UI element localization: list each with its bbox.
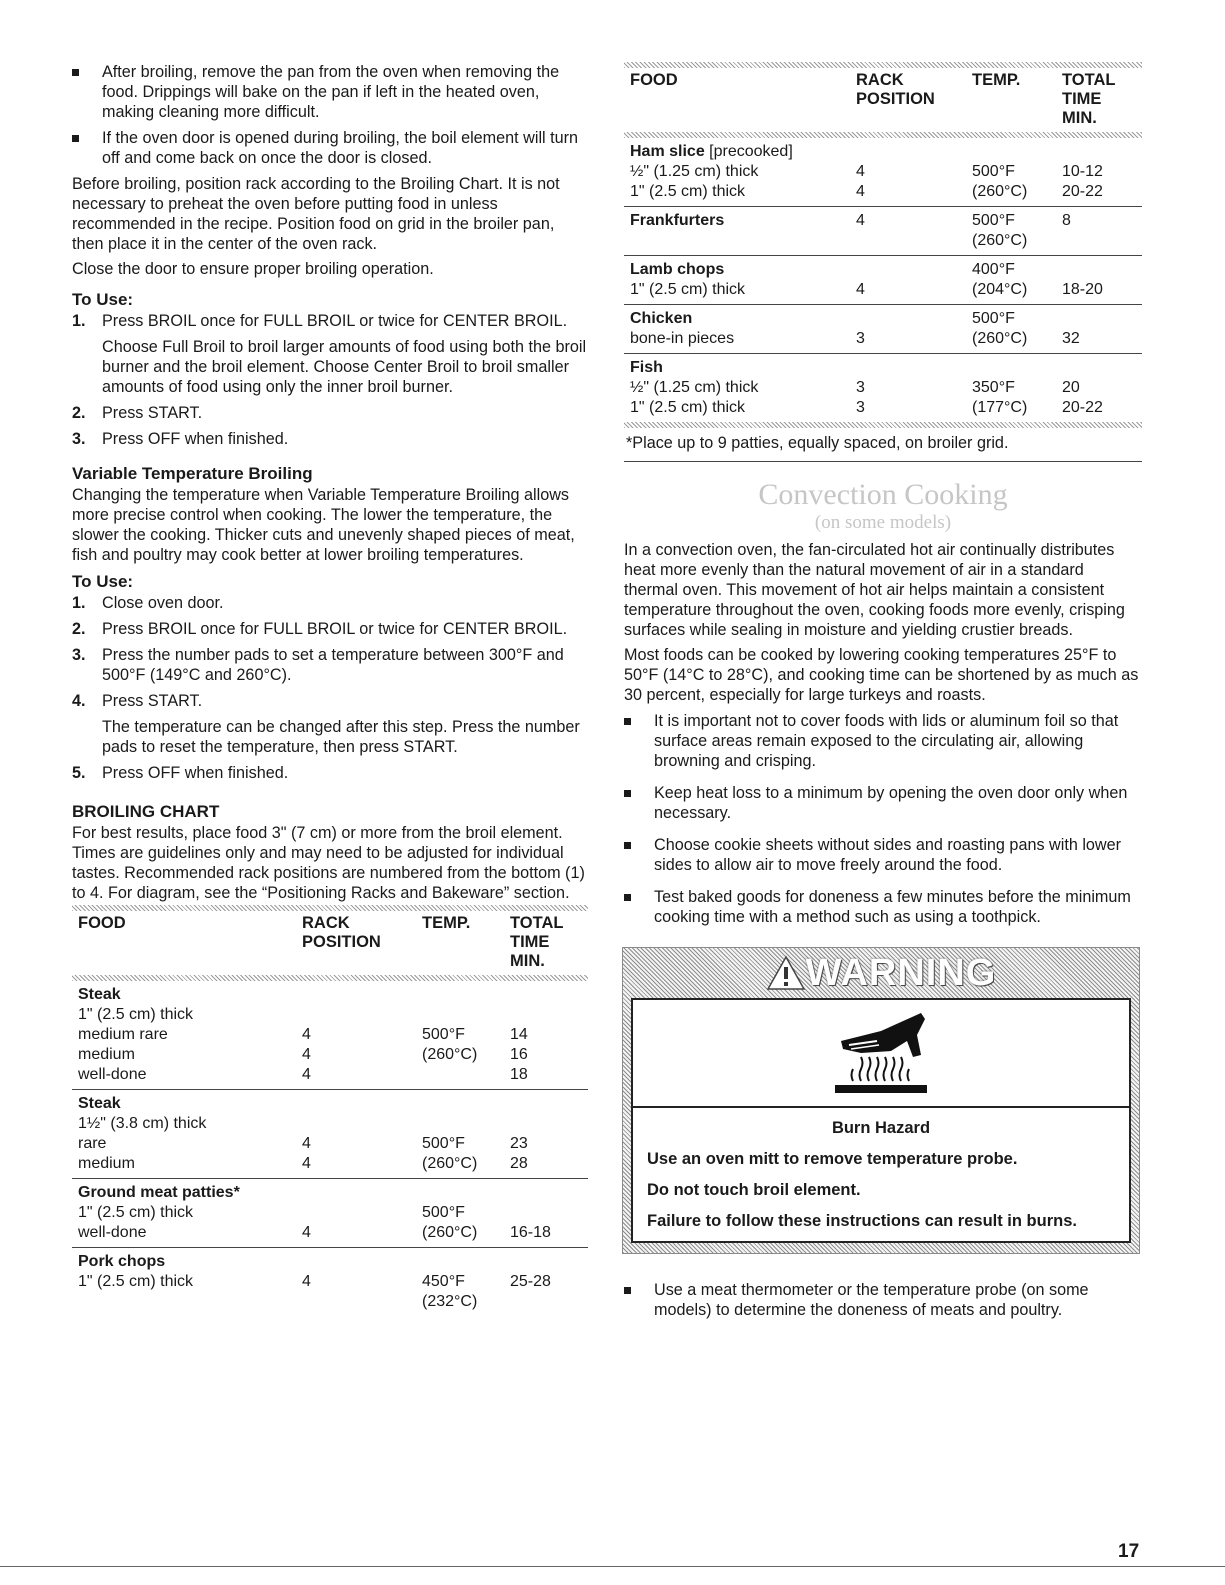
cell-rack — [302, 1183, 422, 1203]
cell-rack: 4 — [856, 163, 865, 180]
cell-time: 32 — [1062, 330, 1080, 347]
step-item — [72, 645, 588, 685]
bullet-item: After broiling, remove the pan from the oven when removing the food. Drippings will bake on the pan if left in the heated oven, making cleaning more difficult. — [72, 62, 588, 122]
left-column — [72, 62, 588, 1316]
cell-temp: 400°F — [972, 261, 1015, 278]
table-header — [624, 68, 1142, 132]
cell-temp — [422, 1065, 510, 1085]
bullet-item: Use a meat thermometer or the temperature probe (on some models) to determine the doneness of meats and poultry. — [624, 1280, 1142, 1320]
cell-food: ½" (1.25 cm) thick — [630, 163, 759, 180]
step-item — [72, 763, 588, 783]
cell-time — [1062, 142, 1136, 162]
step-number: 2. — [72, 404, 86, 422]
cell-rack: 4 — [856, 183, 865, 200]
cell-rack — [302, 1252, 422, 1272]
warning-header — [631, 948, 1131, 998]
table-row — [630, 309, 1136, 329]
table-row — [78, 1065, 582, 1085]
cell-food: 1" (2.5 cm) thick — [630, 183, 746, 200]
cell-time — [510, 1114, 582, 1134]
table-row — [78, 1203, 582, 1223]
step-subtext: The temperature can be changed after this step. Press the number pads to reset the temperature, then press START. — [102, 718, 580, 756]
cell-temp: (204°C) — [972, 281, 1028, 298]
cell-time — [510, 1183, 582, 1203]
cell-time — [510, 1203, 582, 1223]
table-row — [630, 211, 1136, 231]
cell-rack — [856, 231, 972, 251]
table-group — [624, 256, 1142, 305]
cell-temp — [972, 142, 1062, 162]
table-row — [630, 260, 1136, 280]
cell-temp — [422, 985, 510, 1005]
cell-food: Frankfurters — [630, 212, 725, 229]
table-row — [630, 162, 1136, 182]
paragraph: Most foods can be cooked by lowering cooking temperatures 25°F to 50°F (14°C to 28°C), and cooking time can be shortened by as much as 30 percent, especially for large turkeys and roasts. — [624, 646, 1139, 704]
cell-rack: 4 — [302, 1066, 311, 1083]
header-time: TOTAL TIME MIN. — [510, 914, 564, 970]
warning-triangle-icon — [766, 955, 806, 991]
table-row — [630, 280, 1136, 300]
cell-rack: 4 — [302, 1026, 311, 1043]
cell-time — [510, 1005, 582, 1025]
step-item — [72, 691, 588, 757]
to-use-heading: To Use: — [72, 572, 134, 591]
paragraph: Before broiling, position rack according to the Broiling Chart. It is not necessary to preheat the oven before putting food in unless recommended in the recipe. Position food on grid in the broiler pan, then place it in the center of the oven rack. — [72, 175, 560, 253]
cell-food: Steak — [78, 1095, 121, 1112]
step-item — [72, 311, 588, 397]
step-number: 3. — [72, 646, 86, 664]
cell-rack: 3 — [856, 399, 865, 416]
cell-rack — [302, 985, 422, 1005]
step-text: Press BROIL once for FULL BROIL or twice for CENTER BROIL. — [102, 620, 568, 638]
table-group — [72, 1090, 588, 1179]
table-row — [78, 1134, 582, 1154]
to-use-heading: To Use: — [72, 290, 134, 309]
table-group — [624, 138, 1142, 207]
table-row — [78, 1154, 582, 1174]
table-row — [78, 1114, 582, 1134]
step-number: 5. — [72, 764, 86, 782]
cell-food: bone-in pieces — [630, 330, 735, 347]
paragraph: Changing the temperature when Variable Temperature Broiling allows more precise control when cooking. The lower the temperature, the slower the cooking. Thicker cuts and unevenly shaped pieces of meat, fish and poultry may cook better at lower broiling temperatures. — [72, 486, 575, 564]
table-body — [72, 981, 588, 1316]
cell-rack: 4 — [302, 1135, 311, 1152]
cell-time — [510, 1252, 582, 1272]
cell-temp: 500°F — [422, 1135, 465, 1152]
header-rack: RACK POSITION — [302, 914, 381, 951]
cell-time: 18-20 — [1062, 281, 1103, 298]
step-item — [72, 403, 588, 423]
step-item — [72, 593, 588, 613]
cell-temp — [422, 1094, 510, 1114]
cell-time — [1062, 358, 1136, 378]
cell-time: 16-18 — [510, 1224, 551, 1241]
cell-food: 1" (2.5 cm) thick — [630, 399, 746, 416]
cell-time: 23 — [510, 1135, 528, 1152]
cell-temp — [422, 1183, 510, 1203]
cell-food: ½" (1.25 cm) thick — [630, 379, 759, 396]
table-group — [72, 1179, 588, 1248]
cell-food: well-done — [78, 1066, 147, 1083]
cell-time: 20-22 — [1062, 399, 1103, 416]
cell-food: Fish — [630, 359, 663, 376]
step-number: 1. — [72, 312, 86, 330]
cell-food: Steak — [78, 986, 121, 1003]
cell-temp: 350°F — [972, 379, 1015, 396]
step-subtext: Choose Full Broil to broil larger amounts of food using both the broil burner and the broil element. Choose Center Broil to broil smaller amounts of food using only the inner broil burner. — [102, 338, 587, 396]
table-row — [630, 358, 1136, 378]
cell-temp: 500°F — [972, 163, 1015, 180]
cell-time: 28 — [510, 1155, 528, 1172]
cell-food: medium — [78, 1046, 135, 1063]
cell-temp: (232°C) — [422, 1293, 478, 1310]
right-column — [624, 62, 1142, 1326]
table-row — [630, 142, 1136, 162]
table-group — [72, 1248, 588, 1316]
cell-temp: 500°F — [422, 1026, 465, 1043]
cell-temp: (260°C) — [422, 1224, 478, 1241]
step-number: 3. — [72, 430, 86, 448]
header-time: TOTAL TIME MIN. — [1062, 71, 1116, 127]
cell-food — [630, 231, 856, 251]
cell-food — [78, 1292, 302, 1312]
table-row — [78, 1272, 582, 1292]
bullet-item: Keep heat loss to a minimum by opening the oven door only when necessary. — [624, 783, 1142, 823]
cell-food: Chicken — [630, 310, 693, 327]
step-text: Close oven door. — [102, 594, 224, 612]
hazard-title: Burn Hazard — [831, 1119, 931, 1137]
cell-rack: 3 — [856, 379, 865, 396]
cell-time: 20 — [1062, 379, 1080, 396]
cell-food: 1" (2.5 cm) thick — [630, 281, 746, 298]
cell-time — [1062, 260, 1136, 280]
cell-time: 8 — [1062, 212, 1071, 229]
cell-rack: 3 — [856, 330, 865, 347]
cell-time — [510, 985, 582, 1005]
cell-rack: 4 — [302, 1224, 311, 1241]
warning-title: WARNING — [805, 951, 997, 994]
cell-rack — [856, 309, 972, 329]
cell-food: rare — [78, 1135, 107, 1152]
cell-time: 18 — [510, 1066, 528, 1083]
step-text: Press BROIL once for FULL BROIL or twice for CENTER BROIL. — [102, 312, 568, 330]
bullet-item: It is important not to cover foods with lids or aluminum foil so that surface areas remain exposed to the circulating air, allowing browning and crisping. — [624, 711, 1142, 771]
cell-rack: 4 — [856, 281, 865, 298]
cell-temp: (260°C) — [972, 330, 1028, 347]
table-row — [78, 1005, 582, 1025]
cell-rack — [856, 142, 972, 162]
step-text: Press START. — [102, 404, 203, 422]
cell-time — [510, 1094, 582, 1114]
cell-time: 10-12 — [1062, 163, 1103, 180]
step-text: Press the number pads to set a temperature between 300°F and 500°F (149°C and 260°C). — [102, 646, 564, 684]
table-group — [72, 981, 588, 1090]
table-group — [624, 305, 1142, 354]
cell-food: medium — [78, 1155, 135, 1172]
step-number: 1. — [72, 594, 86, 612]
step-number: 2. — [72, 620, 86, 638]
warning-line: Do not touch broil element. — [647, 1181, 861, 1199]
cell-rack — [856, 358, 972, 378]
header-temp: TEMP. — [972, 71, 1021, 89]
paragraph: In a convection oven, the fan-circulated hot air continually distributes heat more evenly than the natural movement of air in a standard thermal oven. This movement of hot air helps maintain a consistent temperature throughout the oven, cooking foods more evenly, crisping surfaces while sealing in moisture and yielding crustier breads. — [624, 541, 1125, 639]
cell-temp — [422, 1005, 510, 1025]
paragraph: Close the door to ensure proper broiling operation. — [72, 260, 434, 278]
header-food: FOOD — [630, 71, 678, 89]
section-heading: Variable Temperature Broiling — [72, 464, 313, 483]
cell-rack: 4 — [856, 212, 865, 229]
cell-food: Ground meat patties* — [78, 1184, 240, 1201]
cell-food: well-done — [78, 1224, 147, 1241]
table-row — [78, 1183, 582, 1203]
table-body — [624, 138, 1142, 422]
warning-line: Use an oven mitt to remove temperature probe. — [647, 1150, 1018, 1168]
cell-temp: 500°F — [972, 212, 1015, 229]
broiling-table-left — [72, 905, 588, 1316]
cell-rack: 4 — [302, 1046, 311, 1063]
cell-temp — [422, 1114, 510, 1134]
cell-time: 14 — [510, 1026, 528, 1043]
cell-food: medium rare — [78, 1026, 168, 1043]
table-header — [72, 911, 588, 975]
broiling-chart-heading: BROILING CHART — [72, 802, 220, 821]
header-temp: TEMP. — [422, 914, 471, 932]
table-group — [624, 354, 1142, 422]
cell-food: 1½" (3.8 cm) thick — [78, 1115, 207, 1132]
cell-time — [1062, 231, 1136, 251]
table-row — [78, 1094, 582, 1114]
cell-temp: (260°C) — [422, 1046, 478, 1063]
table-row — [630, 329, 1136, 349]
warning-icon-panel — [631, 998, 1131, 1108]
page-bottom-rule — [0, 1566, 1225, 1567]
cell-rack: 4 — [302, 1273, 311, 1290]
cell-rack — [856, 260, 972, 280]
step-text: Press START. — [102, 692, 203, 710]
cell-food: Pork chops — [78, 1253, 166, 1270]
cell-temp: (260°C) — [422, 1155, 478, 1172]
cell-rack — [302, 1094, 422, 1114]
step-text: Press OFF when finished. — [102, 430, 289, 448]
cell-temp: 450°F — [422, 1273, 465, 1290]
step-text: Press OFF when finished. — [102, 764, 289, 782]
cell-time: 25-28 — [510, 1273, 551, 1290]
table-row — [78, 1025, 582, 1045]
page-number: 17 — [1118, 1541, 1140, 1562]
cell-food: 1" (2.5 cm) thick — [78, 1273, 194, 1290]
cell-temp: (177°C) — [972, 399, 1028, 416]
header-food: FOOD — [78, 914, 126, 932]
bullet-item: Test baked goods for doneness a few minutes before the minimum cooking time with a method such as using a toothpick. — [624, 887, 1142, 927]
table-footnote: *Place up to 9 patties, equally spaced, on broiler grid. — [624, 428, 1142, 462]
cell-temp: 500°F — [422, 1204, 465, 1221]
cell-rack — [302, 1203, 422, 1223]
table-row — [630, 378, 1136, 398]
convection-subtitle: (on some models) — [814, 512, 952, 533]
cell-time: 20-22 — [1062, 183, 1103, 200]
table-row — [78, 985, 582, 1005]
cell-food: 1" (2.5 cm) thick — [78, 1204, 194, 1221]
cell-food: Lamb chops — [630, 261, 725, 278]
cell-rack — [302, 1292, 422, 1312]
cell-food: 1" (2.5 cm) thick — [78, 1006, 194, 1023]
cell-rack: 4 — [302, 1155, 311, 1172]
warning-box — [622, 947, 1140, 1254]
warning-text-panel — [631, 1108, 1131, 1243]
steps-list — [72, 311, 588, 449]
cell-time — [1062, 309, 1136, 329]
hand-over-heat-icon — [821, 1011, 941, 1095]
table-row — [630, 398, 1136, 418]
bullet-item: If the oven door is opened during broiling, the boil element will turn off and come back on once the door is closed. — [72, 128, 588, 168]
cell-time — [510, 1292, 582, 1312]
step-item — [72, 619, 588, 639]
cell-temp: 500°F — [972, 310, 1015, 327]
cell-food: Ham slice [precooked] — [630, 143, 793, 160]
table-row — [78, 1292, 582, 1312]
cell-temp — [422, 1252, 510, 1272]
warning-line: Failure to follow these instructions can result in burns. — [647, 1212, 1077, 1230]
bullet-item: Choose cookie sheets without sides and roasting pans with lower sides to allow air to move freely around the food. — [624, 835, 1142, 875]
table-row — [630, 182, 1136, 202]
header-rack: RACK POSITION — [856, 71, 935, 108]
cell-rack — [302, 1005, 422, 1025]
table-row — [78, 1223, 582, 1243]
convection-title: Convection Cooking — [758, 478, 1008, 511]
steps-list — [72, 593, 588, 783]
table-row — [630, 231, 1136, 251]
table-group — [624, 207, 1142, 256]
cell-rack — [302, 1114, 422, 1134]
table-row — [78, 1045, 582, 1065]
table-row — [78, 1252, 582, 1272]
step-number: 4. — [72, 692, 86, 710]
cell-time: 16 — [510, 1046, 528, 1063]
paragraph: For best results, place food 3" (7 cm) or more from the broil element. Times are guidelines only and may need to be adjusted for individual tastes. Recommended rack positions are numbered from the bottom (1) to 4. For diagram, see the “Positioning Racks and Bakeware” section. — [72, 824, 585, 902]
step-item — [72, 429, 588, 449]
cell-temp: (260°C) — [972, 183, 1028, 200]
broiling-table-right — [624, 62, 1142, 428]
cell-temp: (260°C) — [972, 232, 1028, 249]
cell-temp — [972, 358, 1062, 378]
